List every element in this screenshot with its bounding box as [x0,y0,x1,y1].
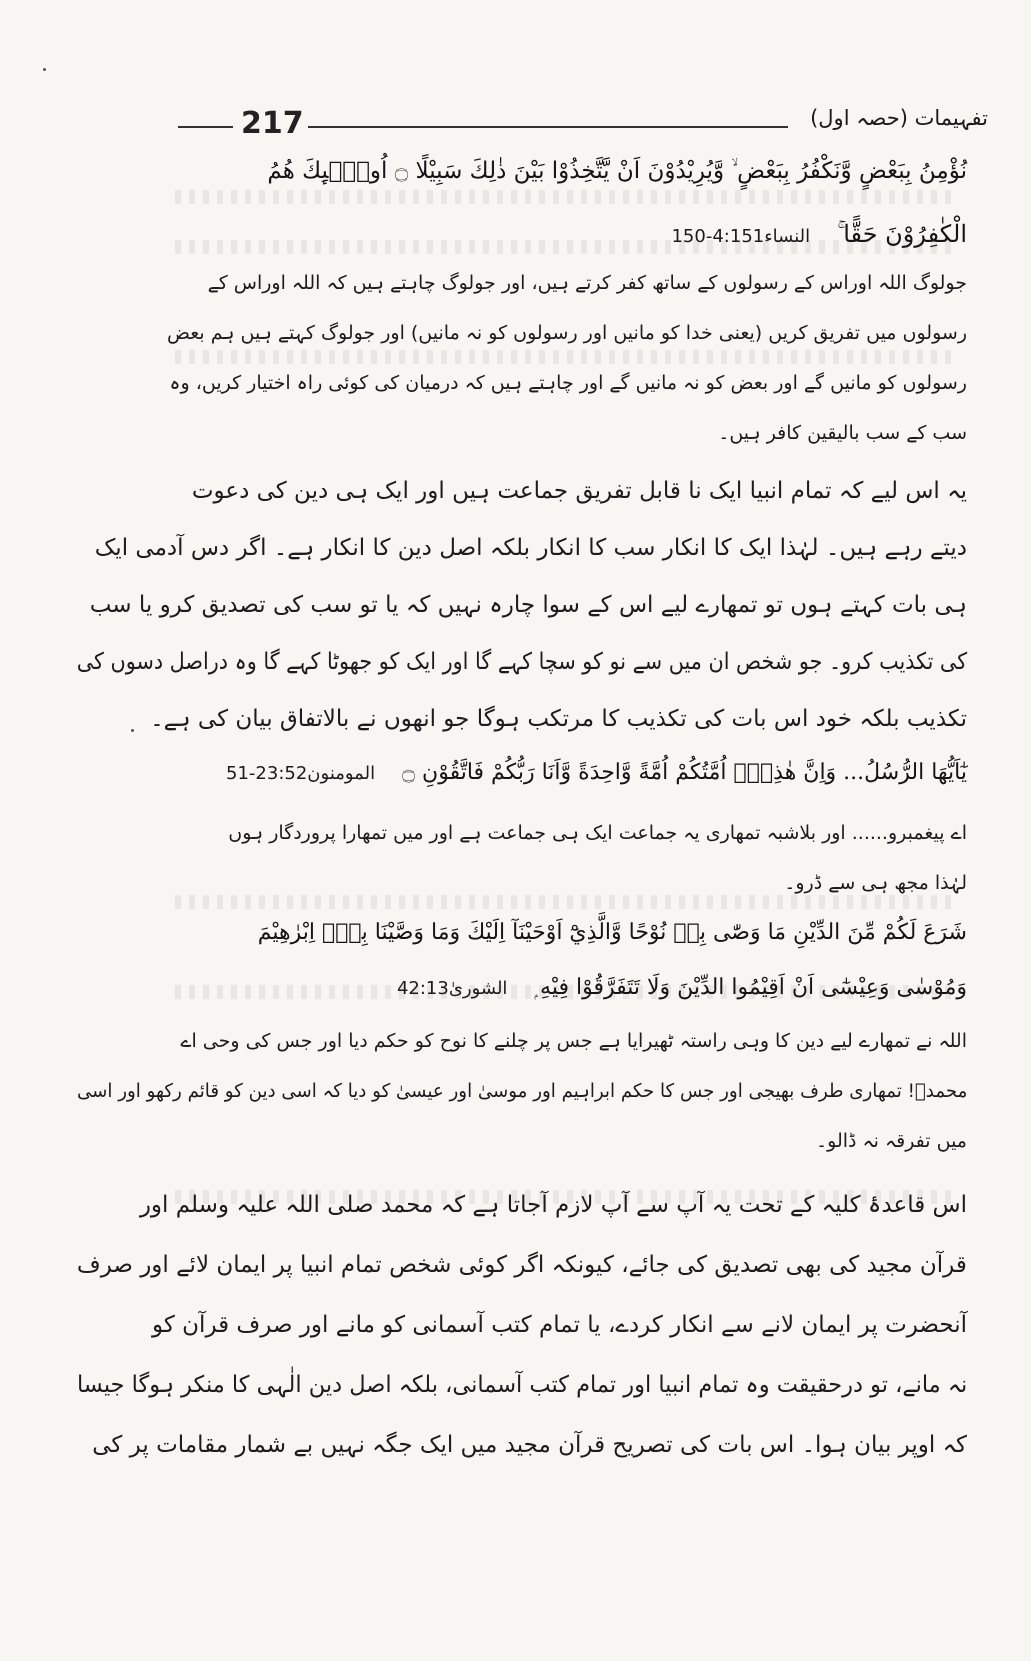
quran-verse-line [226,760,967,785]
translation-line: اللہ نے تمھارے لیے دین کا وہی راستہ ٹھیرایا ہے جس پر چلنے کا نوح کو حکم دیا اور جس کی وحی اے [180,1030,967,1052]
bleed-through-mark [175,350,955,364]
paragraph-line: یہ اس لیے کہ تمام انبیا ایک نا قابل تفریق جماعت ہیں اور ایک ہی دین کی دعوت [191,478,967,504]
paragraph-line: کی تکذیب کرو۔ جو شخص ان میں سے نو کو سچا کہے گا اور ایک کو جھوٹا کہے گا وہ دراصل دسوں کی [76,649,967,675]
page-header [178,104,988,148]
paragraph-line: قرآن مجید کی بھی تصدیق کی جائے، کیونکہ اگر کوئی شخص تمام انبیا پر ایمان لائے اور صرف [77,1252,967,1278]
header-rule [308,126,788,128]
speck [43,68,46,71]
quran-verse-line: شَرَعَ لَكُمْ مِّنَ الدِّيْنِ مَا وَصّٰى بِهٖ نُوْحًا وَّالَّذِيْٓ اَوْحَيْنَآ اِلَيْكَ وَمَا وَصَّيْنَا بِهٖٓ اِبْرٰهِيْمَ [257,920,967,945]
paragraph-line: اس قاعدۂ کلیہ کے تحت یہ آپ سے آپ لازم آجاتا ہے کہ محمد صلی اللہ علیہ وسلم اور [139,1192,967,1218]
verse-reference: الشوریٰ42:13 [396,978,508,999]
quran-verse-text: وَمُوْسٰى وَعِيْسٰٓى اَنْ اَقِيْمُوا الدِّيْنَ وَلَا تَتَفَرَّقُوْا فِيْهِ ۭ [534,975,967,1000]
bleed-through-mark [175,895,955,909]
translation-line: رسولوں میں تفریق کریں (یعنی خدا کو مانیں اور رسولوں کو نہ مانیں) اور جولوگ کہتے ہیں ہم بعض [166,322,967,344]
translation-line: جولوگ اللہ اوراس کے رسولوں کے ساتھ کفر کرتے ہیں، اور جولوگ چاہتے ہیں کہ اللہ اوراس کے [207,272,967,294]
paragraph-line: ہی بات کہتے ہوں تو تمھارے لیے اس کے سوا چارہ نہیں کہ یا تو سب کی تصدیق کرو یا سب [89,592,967,618]
translation-line: رسولوں کو مانیں گے اور بعض کو نہ مانیں گے اور چاہتے ہیں کہ درمیان کی کوئی راہ اختیار کریں، وہ [169,372,967,394]
translation-line: اے پیغمبرو...... اور بلاشبہ تمھاری یہ جماعت ایک ہی جماعت ہے اور میں تمھارا پروردگار ہوں [228,822,967,844]
paragraph-line: تکذیب بلکہ خود اس بات کی تکذیب کا مرتکب ہوگا جو انھوں نے بالاتفاق بیان کی ہے۔ [150,706,967,732]
header-rule-left [178,126,233,128]
bleed-through-mark [175,190,955,204]
translation-line: لہٰذا مجھ ہی سے ڈرو۔ [784,872,967,894]
verse-reference: المومنون23:52-51 [226,763,376,784]
paragraph-line: آنحضرت پر ایمان لانے سے انکار کردے، یا تمام کتب آسمانی کو مانے اور صرف قرآن کو [152,1312,967,1338]
page-number: 217 [241,106,304,141]
translation-line: میں تفرقہ نہ ڈالو۔ [816,1130,967,1152]
speck [131,729,134,732]
quran-verse-line [397,975,967,1000]
quran-verse-line [671,220,967,248]
running-title: تفہیمات (حصہ اول) [810,106,988,130]
paragraph-line: دیتے رہے ہیں۔ لہٰذا ایک کا انکار سب کا انکار بلکہ اصل دین کا انکار ہے۔ اگر دس آدمی ایک [94,535,967,561]
verse-reference: النساء4:151-150 [671,226,811,247]
paragraph-line: نہ مانے، تو درحقیقت وہ تمام انبیا اور تمام کتب آسمانی، بلکہ اصل دین الٰہی کا منکر ہوگا جیسا [76,1372,967,1398]
quran-verse-text: الْكٰفِرُوْنَ حَقًّا ۚ [837,220,967,248]
translation-line: محمدؐ! تمھاری طرف بھیجی اور جس کا حکم ابراہیم اور موسیٰ اور عیسیٰ کو دیا کہ اسی دین کو قائم رکھو اور اسی [76,1080,967,1102]
quran-verse-text: يٰٓاَيُّهَا الرُّسُلُ... وَاِنَّ هٰذِهٖٓ اُمَّتُكُمْ اُمَّةً وَّاحِدَةً وَّاَنَا رَبُّكُمْ فَاتَّقُوْنِ ۝ [402,760,967,785]
translation-line: سب کے سب بالیقین کافر ہیں۔ [718,422,967,444]
paragraph-line: کہ اوپر بیان ہوا۔ اس بات کی تصریح قرآن مجید میں ایک جگہ نہیں بے شمار مقامات پر کی [92,1432,967,1458]
quran-verse-line: نُؤْمِنُ بِبَعْضٍ وَّنَكْفُرُ بِبَعْضٍ ۙ وَّيُرِيْدُوْنَ اَنْ يَّتَّخِذُوْا بَيْنَ ذٰلِكَ سَبِيْلًا ۝ اُولٰۗىِٕكَ هُمُ [267,158,967,184]
